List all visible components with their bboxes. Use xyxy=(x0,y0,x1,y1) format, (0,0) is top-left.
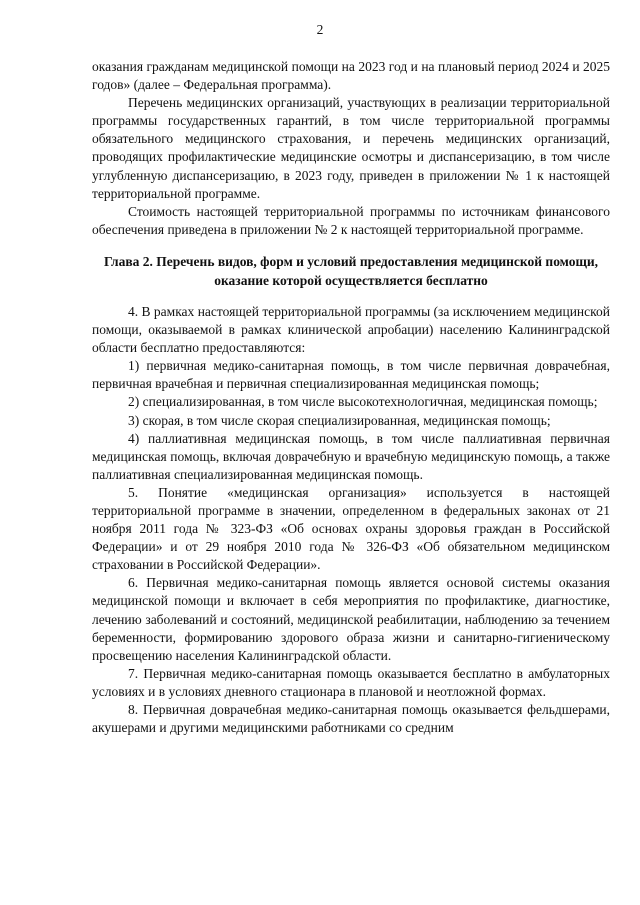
document-body xyxy=(92,58,610,737)
list-item-2: 2) специализированная, в том числе высокотехнологичная, медицинская помощь; xyxy=(128,394,598,410)
spacer xyxy=(92,239,610,252)
list-item-1: 1) первичная медико-санитарная помощь, в том числе первичная доврачебная, первичная врачебная и первичная специализированная медицинская помощь; xyxy=(92,358,610,392)
list-item-3: 3) скорая, в том числе скорая специализированная, медицинская помощь; xyxy=(128,412,551,428)
paragraph-item-5: 5. Понятие «медицинская организация» используется в настоящей территориальной программе в значении, определенном в федеральных законах от 21 ноября 2011 года № 323-ФЗ «Об основах охраны здоровья граждан в Российской Федерации» и от 29 ноября 2010 года № 326-ФЗ «Об обязательном медицинском страховании в Российской Федерации». xyxy=(92,484,610,573)
paragraph-program-cost: Стоимость настоящей территориальной программы по источникам финансового обеспечения приведена в приложении № 2 к настоящей территориальной программе. xyxy=(92,203,610,237)
paragraph-item-6: 6. Первичная медико-санитарная помощь является основой системы оказания медицинской помощи и включает в себя мероприятия по профилактике, диагностике, лечению заболеваний и состояний, медицинской реабилитации, наблюдению за течением беременности, формированию здорового образа жизни и санитарно-гигиеническому просвещению населения Калининградской области. xyxy=(92,575,610,663)
chapter-title: Глава 2. Перечень видов, форм и условий предоставления медицинской помощи, оказание которой осуществляется бесплатно xyxy=(103,253,599,288)
paragraph-item-8: 8. Первичная доврачебная медико-санитарная помощь оказывается фельдшерами, акушерами и другими медицинскими работниками со средним xyxy=(92,702,610,736)
paragraph-continuation: оказания гражданам медицинской помощи на 2023 год и на плановый период 2024 и 2025 годов» (далее – Федеральная программа). xyxy=(92,59,610,93)
list-item-4: 4) паллиативная медицинская помощь, в том числе паллиативная первичная медицинская помощь, включая доврачебную и врачебную медицинскую помощь, а также паллиативная специализированная медицинская помощь. xyxy=(92,430,610,482)
paragraph-item-7: 7. Первичная медико-санитарная помощь оказывается бесплатно в амбулаторных условиях и в условиях дневного стационара в плановой и неотложной формах. xyxy=(92,665,610,699)
paragraph-org-list: Перечень медицинских организаций, участвующих в реализации территориальной программы государственных гарантий, в том числе территориальной программы обязательного медицинского страхования, и перечень медицинских организаций, проводящих профилактические медицинские осмотры и диспансеризацию, в том числе углубленную диспансеризацию, в 2023 году, приведен в приложении № 1 к настоящей территориальной программе. xyxy=(92,95,610,201)
page-number: 2 xyxy=(316,22,324,37)
paragraph-item-4: 4. В рамках настоящей территориальной программы (за исключением медицинской помощи, оказываемой в рамках клинической апробации) населению Калининградской области бесплатно предоставляются: xyxy=(92,303,610,356)
spacer xyxy=(92,290,610,303)
